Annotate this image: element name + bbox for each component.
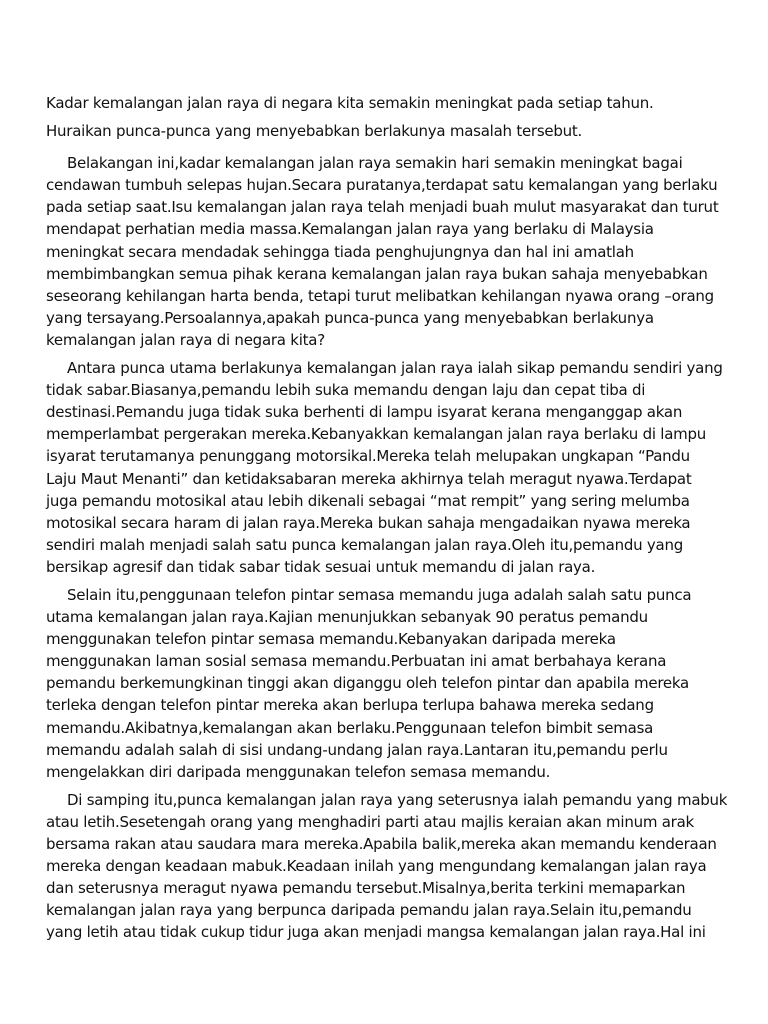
essay-paragraph (46, 357, 726, 578)
paragraph-line: cendawan tumbuh selepas hujan.Secara puratanya,terdapat satu kemalangan yang berlaku (46, 176, 718, 195)
essay-paragraph (46, 584, 726, 783)
paragraph-line: destinasi.Pemandu juga tidak suka berhenti di lampu isyarat kerana menganggap akan (46, 403, 683, 422)
essay-body (46, 152, 726, 943)
paragraph-line: memandu.Akibatnya,kemalangan akan berlaku.Penggunaan telefon bimbit semasa (46, 718, 654, 737)
paragraph-line: bersama rakan atau saudara mara mereka.Apabila balik,mereka akan memandu kenderaan (46, 835, 717, 853)
paragraph-line: Belakangan ini,kadar kemalangan jalan raya semakin hari semakin meningkat bagai (67, 154, 683, 173)
paragraph-line: meningkat secara mendadak sehingga tiada penghujungnya dan hal ini amatlah (46, 242, 634, 261)
paragraph-line: juga pemandu motosikal atau lebih dikenali sebagai “mat rempit” yang sering melumba (46, 491, 690, 510)
paragraph-line: motosikal secara haram di jalan raya.Mereka bukan sahaja mengadaikan nyawa mereka (46, 513, 691, 532)
paragraph-line: tidak sabar.Biasanya,pemandu lebih suka memandu dengan laju dan cepat tiba di (46, 381, 646, 400)
paragraph-line: mengelakkan diri daripada menggunakan telefon semasa memandu. (46, 762, 551, 781)
paragraph-line: menggunakan laman sosial semasa memandu.Perbuatan ini amat berbahaya kerana (46, 652, 667, 671)
paragraph-line: pemandu berkemungkinan tinggi akan diganggu oleh telefon pintar dan apabila mereka (46, 674, 689, 693)
essay-paragraph (46, 152, 726, 351)
paragraph-line: sendiri malah menjadi salah satu punca kemalangan jalan raya.Oleh itu,pemandu yang (46, 535, 683, 554)
paragraph-line: seseorang kehilangan harta benda, tetapi turut melibatkan kehilangan nyawa orang –orang (46, 286, 714, 305)
paragraph-line: memandu adalah salah di sisi undang-undang jalan raya.Lantaran itu,pemandu perlu (46, 740, 668, 759)
paragraph-line: terleka dengan telefon pintar mereka akan berlupa terlupa bahawa mereka sedang (46, 696, 654, 715)
paragraph-line: menggunakan telefon pintar semasa memandu.Kebanyakan daripada mereka (46, 630, 616, 649)
paragraph-line: memperlambat pergerakan mereka.Kebanyakkan kemalangan jalan raya berlaku di lampu (46, 425, 707, 444)
paragraph-line: Selain itu,penggunaan telefon pintar semasa memandu juga adalah salah satu punca (67, 585, 692, 604)
question-line-2: Huraikan punca-punca yang menyebabkan berlakunya masalah tersebut. (46, 122, 583, 141)
paragraph-line: mendapat perhatian media massa.Kemalangan jalan raya yang berlaku di Malaysia (46, 220, 654, 239)
paragraph-line: Antara punca utama berlakunya kemalangan jalan raya ialah sikap pemandu sendiri yang (67, 359, 723, 378)
paragraph-line: dan seterusnya meragut nyawa pemandu tersebut.Misalnya,berita terkini memaparkan (46, 879, 686, 898)
essay-paragraph (46, 789, 726, 944)
paragraph-line: pada setiap saat.Isu kemalangan jalan raya telah menjadi buah mulut masyarakat dan turut (46, 198, 719, 217)
paragraph-line: kemalangan jalan raya di negara kita? (46, 330, 325, 349)
question-line-1: Kadar kemalangan jalan raya di negara kita semakin meningkat pada setiap tahun. (46, 94, 654, 112)
paragraph-line: membimbangkan semua pihak kerana kemalangan jalan raya bukan sahaja menyebabkan (46, 264, 708, 283)
paragraph-line: yang letih atau tidak cukup tidur juga akan menjadi mangsa kemalangan jalan raya.Hal ini (46, 923, 706, 942)
paragraph-line: mereka dengan keadaan mabuk.Keadaan inilah yang mengundang kemalangan jalan raya (46, 857, 707, 876)
paragraph-line: utama kemalangan jalan raya.Kajian menunjukkan sebanyak 90 peratus pemandu (46, 608, 648, 627)
paragraph-line: kemalangan jalan raya yang berpunca daripada pemandu jalan raya.Selain itu,pemandu (46, 901, 692, 920)
essay-page (46, 92, 726, 949)
paragraph-line: Laju Maut Menanti” dan ketidaksabaran mereka akhirnya telah meragut nyawa.Terdapat (46, 469, 692, 488)
paragraph-line: bersikap agresif dan tidak sabar tidak sesuai untuk memandu di jalan raya. (46, 557, 596, 576)
paragraph-line: yang tersayang.Persoalannya,apakah punca-punca yang menyebabkan berlakunya (46, 308, 654, 327)
paragraph-line: isyarat terutamanya penunggang motorsikal.Mereka telah melupakan ungkapan “Pandu (46, 447, 690, 466)
paragraph-line: Di samping itu,punca kemalangan jalan raya yang seterusnya ialah pemandu yang mabuk (67, 790, 728, 809)
paragraph-line: atau letih.Sesetengah orang yang menghadiri parti atau majlis keraian akan minum arak (46, 812, 694, 831)
